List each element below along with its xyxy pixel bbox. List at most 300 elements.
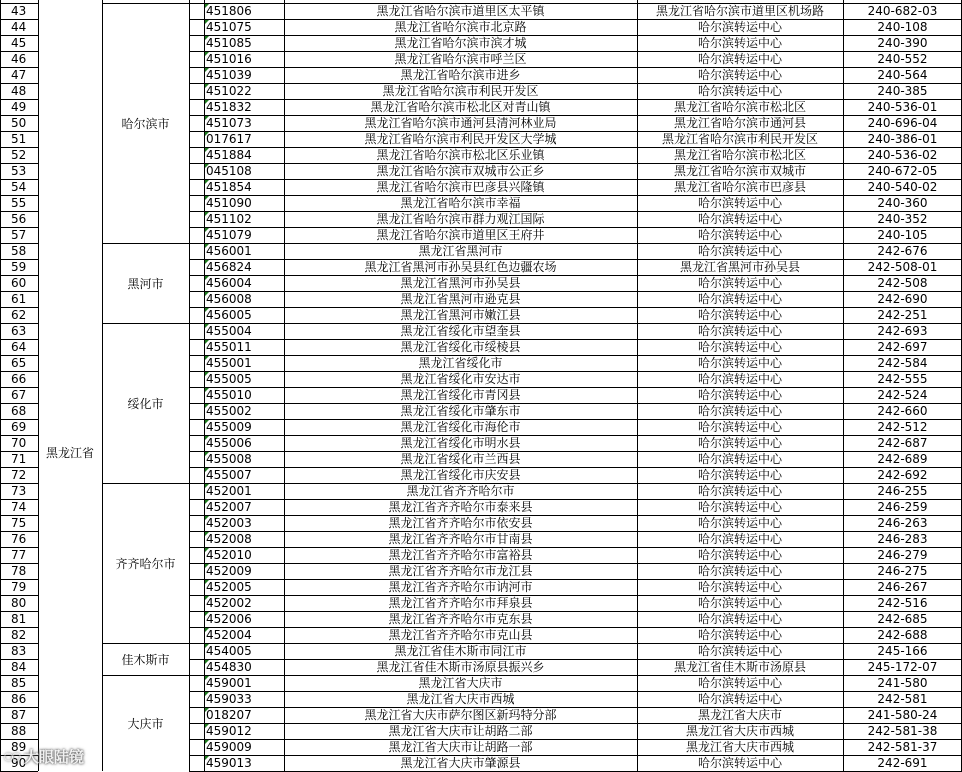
row-number[interactable]: 66 — [11, 372, 27, 386]
route-code[interactable]: 240-352 — [877, 212, 928, 226]
row-number[interactable]: 81 — [11, 612, 27, 626]
city-cell[interactable] — [102, 3, 189, 243]
destination-address[interactable]: 黑龙江省哈尔滨市松北区对青山镇 — [370, 100, 551, 114]
route-code[interactable]: 242-692 — [877, 468, 928, 482]
city-border — [102, 323, 189, 324]
row-border — [0, 339, 38, 340]
transit-center[interactable]: 哈尔滨转运中心 — [697, 564, 782, 578]
row-border — [189, 723, 962, 724]
route-code[interactable]: 241-580-24 — [867, 708, 938, 722]
transit-center[interactable]: 哈尔滨转运中心 — [697, 20, 782, 34]
transit-center[interactable]: 哈尔滨转运中心 — [697, 628, 782, 642]
transit-center[interactable]: 黑龙江省大庆市 — [697, 708, 782, 722]
transit-center[interactable]: 黑龙江省哈尔滨市通河县 — [673, 116, 806, 130]
postal-code[interactable]: 456004 — [206, 276, 252, 290]
destination-address[interactable]: 黑龙江省绥化市青冈县 — [400, 388, 521, 402]
route-code[interactable]: 240-105 — [877, 228, 928, 242]
destination-address[interactable]: 黑龙江省哈尔滨市道里区太平镇 — [376, 4, 545, 18]
postal-code[interactable]: 459033 — [206, 692, 252, 706]
destination-address[interactable]: 黑龙江省哈尔滨市通河县清河林业局 — [364, 116, 557, 130]
transit-center[interactable]: 黑龙江省黑河市孙吴县 — [679, 260, 800, 274]
row-number[interactable]: 88 — [11, 724, 27, 738]
transit-center[interactable]: 黑龙江省大庆市西城 — [685, 724, 794, 738]
row-number[interactable]: 53 — [11, 164, 27, 178]
route-code[interactable]: 240-536-02 — [867, 148, 938, 162]
destination-address[interactable]: 黑龙江省齐齐哈尔市克东县 — [388, 612, 533, 626]
row-number[interactable]: 83 — [11, 644, 27, 658]
destination-address[interactable]: 黑龙江省大庆市 — [418, 676, 503, 690]
destination-address[interactable]: 黑龙江省齐齐哈尔市依安县 — [388, 516, 533, 530]
destination-address[interactable]: 黑龙江省大庆市萨尔图区新玛特分部 — [364, 708, 557, 722]
postal-code[interactable]: 455006 — [206, 436, 252, 450]
postal-code[interactable]: 451806 — [206, 4, 252, 18]
route-code[interactable]: 242-584 — [877, 356, 928, 370]
postal-code[interactable]: 451090 — [206, 196, 252, 210]
transit-center[interactable]: 哈尔滨转运中心 — [697, 388, 782, 402]
transit-center[interactable]: 哈尔滨转运中心 — [697, 468, 782, 482]
route-code[interactable]: 240-564 — [877, 68, 928, 82]
transit-center[interactable]: 哈尔滨转运中心 — [697, 516, 782, 530]
destination-address[interactable]: 黑龙江省齐齐哈尔市富裕县 — [388, 548, 533, 562]
destination-address[interactable]: 黑龙江省齐齐哈尔市克山县 — [388, 628, 533, 642]
postal-code[interactable]: 459009 — [206, 740, 252, 754]
route-code[interactable]: 246-275 — [877, 564, 928, 578]
row-border — [189, 675, 962, 676]
route-code[interactable]: 246-283 — [877, 532, 928, 546]
destination-address[interactable]: 黑龙江省绥化市 — [418, 356, 503, 370]
transit-center[interactable]: 哈尔滨转运中心 — [697, 308, 782, 322]
postal-code[interactable]: 459001 — [206, 676, 252, 690]
transit-center[interactable]: 哈尔滨转运中心 — [697, 372, 782, 386]
row-border — [189, 99, 962, 100]
route-code[interactable]: 242-687 — [877, 436, 928, 450]
postal-code[interactable]: 456824 — [206, 260, 252, 274]
city-cell[interactable] — [102, 675, 189, 771]
transit-center[interactable]: 哈尔滨转运中心 — [697, 532, 782, 546]
destination-address[interactable]: 黑龙江省哈尔滨市北京路 — [394, 20, 527, 34]
row-number[interactable]: 64 — [11, 340, 27, 354]
postal-code[interactable]: 451085 — [206, 36, 252, 50]
transit-center[interactable]: 黑龙江省哈尔滨市巴彦县 — [673, 180, 806, 194]
row-border — [0, 451, 38, 452]
destination-address[interactable]: 黑龙江省佳木斯市汤原县振兴乡 — [376, 660, 545, 674]
destination-address[interactable]: 黑龙江省黑河市嫩江县 — [400, 308, 521, 322]
postal-code[interactable]: 455010 — [206, 388, 252, 402]
city-cell[interactable] — [102, 643, 189, 675]
row-number[interactable]: 56 — [11, 212, 27, 226]
destination-address[interactable]: 黑龙江省黑河市孙吴县 — [400, 276, 521, 290]
destination-address[interactable]: 黑龙江省哈尔滨市松北区乐业镇 — [376, 148, 545, 162]
transit-center[interactable]: 哈尔滨转运中心 — [697, 244, 782, 258]
postal-code[interactable]: 455008 — [206, 452, 252, 466]
row-number[interactable]: 60 — [11, 276, 27, 290]
route-code[interactable]: 242-581-37 — [867, 740, 938, 754]
postal-code[interactable]: 452002 — [206, 596, 252, 610]
route-code[interactable]: 240-682-03 — [867, 4, 938, 18]
transit-center[interactable]: 黑龙江省大庆市西城 — [685, 740, 794, 754]
transit-center[interactable]: 黑龙江省哈尔滨市双城市 — [673, 164, 806, 178]
row-border — [0, 355, 38, 356]
destination-address[interactable]: 黑龙江省哈尔滨市双城市公正乡 — [376, 164, 545, 178]
destination-address[interactable]: 黑龙江省齐齐哈尔市龙江县 — [388, 564, 533, 578]
row-border — [189, 179, 962, 180]
row-number[interactable]: 59 — [11, 260, 27, 274]
row-number[interactable]: 73 — [11, 484, 27, 498]
postal-code[interactable]: 455011 — [206, 340, 252, 354]
row-border — [189, 275, 962, 276]
transit-center[interactable]: 哈尔滨转运中心 — [697, 436, 782, 450]
destination-address[interactable]: 黑龙江省黑河市逊克县 — [400, 292, 521, 306]
transit-center[interactable]: 哈尔滨转运中心 — [697, 484, 782, 498]
transit-center[interactable]: 哈尔滨转运中心 — [697, 596, 782, 610]
row-number[interactable]: 50 — [11, 116, 27, 130]
row-border — [189, 515, 962, 516]
postal-code[interactable]: 459012 — [206, 724, 252, 738]
row-border — [189, 547, 962, 548]
route-code[interactable]: 240-672-05 — [867, 164, 938, 178]
destination-address[interactable]: 黑龙江省绥化市肇东市 — [400, 404, 521, 418]
destination-address[interactable]: 黑龙江省哈尔滨市幸福 — [400, 196, 521, 210]
transit-center[interactable]: 哈尔滨转运中心 — [697, 36, 782, 50]
postal-code[interactable]: 451884 — [206, 148, 252, 162]
postal-code[interactable]: 452003 — [206, 516, 252, 530]
city-border — [102, 3, 189, 4]
route-code[interactable]: 242-581-38 — [867, 724, 938, 738]
row-number[interactable]: 61 — [11, 292, 27, 306]
route-code[interactable]: 242-676 — [877, 244, 928, 258]
route-code[interactable]: 242-691 — [877, 756, 928, 770]
row-border — [0, 227, 38, 228]
transit-center[interactable]: 哈尔滨转运中心 — [697, 404, 782, 418]
transit-center[interactable]: 哈尔滨转运中心 — [697, 756, 782, 770]
row-border — [0, 147, 38, 148]
transit-center[interactable]: 哈尔滨转运中心 — [697, 292, 782, 306]
route-code[interactable]: 242-690 — [877, 292, 928, 306]
destination-address[interactable]: 黑龙江省哈尔滨市利民开发区 — [382, 84, 539, 98]
destination-address[interactable]: 黑龙江省哈尔滨市进乡 — [400, 68, 521, 82]
destination-address[interactable]: 黑龙江省绥化市兰西县 — [400, 452, 521, 466]
row-border — [189, 467, 962, 468]
transit-center[interactable]: 黑龙江省哈尔滨市松北区 — [673, 100, 806, 114]
transit-center[interactable]: 哈尔滨转运中心 — [697, 212, 782, 226]
transit-center[interactable]: 哈尔滨转运中心 — [697, 452, 782, 466]
transit-center[interactable]: 哈尔滨转运中心 — [697, 676, 782, 690]
city-cell[interactable] — [102, 243, 189, 323]
row-border — [0, 563, 38, 564]
row-border — [0, 51, 38, 52]
route-code[interactable]: 242-581 — [877, 692, 928, 706]
row-border — [0, 579, 38, 580]
transit-center[interactable]: 黑龙江省哈尔滨市道里区机场路 — [655, 4, 824, 18]
transit-center[interactable]: 哈尔滨转运中心 — [697, 84, 782, 98]
row-number[interactable]: 82 — [11, 628, 27, 642]
route-code[interactable]: 242-508 — [877, 276, 928, 290]
route-code[interactable]: 242-516 — [877, 596, 928, 610]
postal-code[interactable]: 452004 — [206, 628, 252, 642]
row-border — [0, 435, 38, 436]
postal-code[interactable]: 456001 — [206, 244, 252, 258]
row-border — [0, 35, 38, 36]
row-border — [189, 627, 962, 628]
route-code[interactable]: 242-555 — [877, 372, 928, 386]
transit-center[interactable]: 哈尔滨转运中心 — [697, 580, 782, 594]
row-number[interactable]: 51 — [11, 132, 27, 146]
route-code[interactable]: 242-660 — [877, 404, 928, 418]
route-code[interactable]: 240-385 — [877, 84, 928, 98]
postal-code[interactable]: 455004 — [206, 324, 252, 338]
row-number[interactable]: 76 — [11, 532, 27, 546]
column-border — [102, 0, 103, 771]
row-number[interactable]: 84 — [11, 660, 27, 674]
row-border — [0, 659, 38, 660]
destination-address[interactable]: 黑龙江省大庆市西城 — [406, 692, 515, 706]
postal-code[interactable]: 455005 — [206, 372, 252, 386]
destination-address[interactable]: 黑龙江省齐齐哈尔市 — [406, 484, 515, 498]
row-number[interactable]: 62 — [11, 308, 27, 322]
route-code[interactable]: 242-512 — [877, 420, 928, 434]
postal-code[interactable]: 451016 — [206, 52, 252, 66]
destination-address[interactable]: 黑龙江省绥化市望奎县 — [400, 324, 521, 338]
destination-address[interactable]: 黑龙江省齐齐哈尔市拜泉县 — [388, 596, 533, 610]
row-number[interactable]: 58 — [11, 244, 27, 258]
row-number[interactable]: 77 — [11, 548, 27, 562]
row-border — [0, 163, 38, 164]
column-border — [0, 0, 1, 771]
destination-address[interactable]: 黑龙江省齐齐哈尔市讷河市 — [388, 580, 533, 594]
row-border — [0, 691, 38, 692]
transit-center[interactable]: 哈尔滨转运中心 — [697, 356, 782, 370]
route-code[interactable]: 246-259 — [877, 500, 928, 514]
row-number[interactable]: 74 — [11, 500, 27, 514]
column-border — [38, 0, 39, 771]
row-number[interactable]: 72 — [11, 468, 27, 482]
row-border — [189, 387, 962, 388]
row-number[interactable]: 75 — [11, 516, 27, 530]
row-border — [189, 707, 962, 708]
row-number[interactable]: 46 — [11, 52, 27, 66]
route-code[interactable]: 246-279 — [877, 548, 928, 562]
row-number[interactable]: 87 — [11, 708, 27, 722]
destination-address[interactable]: 黑龙江省黑河市孙吴县红色边疆农场 — [364, 260, 557, 274]
postal-code[interactable]: 451832 — [206, 100, 252, 114]
route-code[interactable]: 242-689 — [877, 452, 928, 466]
route-code[interactable]: 240-360 — [877, 196, 928, 210]
city-border — [102, 643, 189, 644]
row-border — [0, 467, 38, 468]
postal-code[interactable]: 451102 — [206, 212, 252, 226]
row-number[interactable]: 63 — [11, 324, 27, 338]
postal-code[interactable]: 452009 — [206, 564, 252, 578]
row-border — [189, 307, 962, 308]
column-border — [637, 0, 638, 771]
destination-address[interactable]: 黑龙江省哈尔滨市呼兰区 — [394, 52, 527, 66]
postal-code[interactable]: 451075 — [206, 20, 252, 34]
route-code[interactable]: 245-166 — [877, 644, 928, 658]
row-number[interactable]: 55 — [11, 196, 27, 210]
transit-center[interactable]: 哈尔滨转运中心 — [697, 276, 782, 290]
postal-code[interactable]: 455007 — [206, 468, 252, 482]
transit-center[interactable]: 黑龙江省哈尔滨市利民开发区 — [661, 132, 818, 146]
destination-address[interactable]: 黑龙江省哈尔滨市群力观江国际 — [376, 212, 545, 226]
row-border — [189, 339, 962, 340]
postal-code[interactable]: 454830 — [206, 660, 252, 674]
route-code[interactable]: 242-688 — [877, 628, 928, 642]
transit-center[interactable]: 黑龙江省哈尔滨市松北区 — [673, 148, 806, 162]
row-border — [189, 211, 962, 212]
postal-code[interactable]: 451073 — [206, 116, 252, 130]
row-number[interactable]: 47 — [11, 68, 27, 82]
city-cell[interactable] — [102, 483, 189, 643]
row-border — [189, 323, 962, 324]
row-border — [0, 547, 38, 548]
row-border — [189, 451, 962, 452]
route-code[interactable]: 242-693 — [877, 324, 928, 338]
transit-center[interactable]: 哈尔滨转运中心 — [697, 324, 782, 338]
transit-center[interactable]: 哈尔滨转运中心 — [697, 420, 782, 434]
postal-code[interactable]: 452008 — [206, 532, 252, 546]
postal-code[interactable]: 452005 — [206, 580, 252, 594]
row-number[interactable]: 79 — [11, 580, 27, 594]
transit-center[interactable]: 哈尔滨转运中心 — [697, 340, 782, 354]
row-number[interactable]: 69 — [11, 420, 27, 434]
row-number[interactable]: 45 — [11, 36, 27, 50]
row-number[interactable]: 89 — [11, 740, 27, 754]
transit-center[interactable]: 哈尔滨转运中心 — [697, 644, 782, 658]
postal-code[interactable]: 452010 — [206, 548, 252, 562]
column-border — [284, 0, 285, 771]
postal-code[interactable]: 451039 — [206, 68, 252, 82]
row-number[interactable]: 49 — [11, 100, 27, 114]
route-code[interactable]: 246-267 — [877, 580, 928, 594]
transit-center[interactable]: 哈尔滨转运中心 — [697, 612, 782, 626]
transit-center[interactable]: 黑龙江省佳木斯市汤原县 — [673, 660, 806, 674]
destination-address[interactable]: 黑龙江省绥化市绥棱县 — [400, 340, 521, 354]
destination-address[interactable]: 黑龙江省齐齐哈尔市泰来县 — [388, 500, 533, 514]
row-number[interactable]: 80 — [11, 596, 27, 610]
postal-code[interactable]: 455001 — [206, 356, 252, 370]
row-number[interactable]: 44 — [11, 20, 27, 34]
destination-address[interactable]: 黑龙江省佳木斯市同江市 — [394, 644, 527, 658]
postal-code[interactable]: 045108 — [206, 164, 252, 178]
city-label: 绥化市 — [127, 396, 164, 411]
postal-code[interactable]: 451854 — [206, 180, 252, 194]
route-code[interactable]: 242-697 — [877, 340, 928, 354]
row-border — [0, 387, 38, 388]
row-number[interactable]: 54 — [11, 180, 27, 194]
row-number[interactable]: 70 — [11, 436, 27, 450]
route-code[interactable]: 241-580 — [877, 676, 928, 690]
row-number[interactable]: 67 — [11, 388, 27, 402]
row-border — [189, 483, 962, 484]
transit-center[interactable]: 哈尔滨转运中心 — [697, 500, 782, 514]
postal-code[interactable]: 451079 — [206, 228, 252, 242]
route-code[interactable]: 246-263 — [877, 516, 928, 530]
row-border — [0, 323, 38, 324]
destination-address[interactable]: 黑龙江省绥化市安达市 — [400, 372, 521, 386]
route-code[interactable]: 242-524 — [877, 388, 928, 402]
destination-address[interactable]: 黑龙江省哈尔滨市利民开发区大学城 — [364, 132, 557, 146]
destination-address[interactable]: 黑龙江省黑河市 — [418, 244, 503, 258]
route-code[interactable]: 240-696-04 — [867, 116, 938, 130]
destination-address[interactable]: 黑龙江省大庆市让胡路一部 — [388, 740, 533, 754]
postal-code[interactable]: 455009 — [206, 420, 252, 434]
transit-center[interactable]: 哈尔滨转运中心 — [697, 68, 782, 82]
route-code[interactable]: 240-540-02 — [867, 180, 938, 194]
route-code[interactable]: 242-685 — [877, 612, 928, 626]
postal-code[interactable]: 455002 — [206, 404, 252, 418]
transit-center[interactable]: 哈尔滨转运中心 — [697, 692, 782, 706]
route-code[interactable]: 240-390 — [877, 36, 928, 50]
row-border — [0, 723, 38, 724]
destination-address[interactable]: 黑龙江省大庆市肇源县 — [400, 756, 521, 770]
row-number[interactable]: 86 — [11, 692, 27, 706]
postal-code[interactable]: 454005 — [206, 644, 252, 658]
destination-address[interactable]: 黑龙江省哈尔滨市巴彦县兴隆镇 — [376, 180, 545, 194]
row-border — [189, 659, 962, 660]
destination-address[interactable]: 黑龙江省绥化市海伦市 — [400, 420, 521, 434]
row-border — [189, 243, 962, 244]
route-code[interactable]: 246-255 — [877, 484, 928, 498]
row-border — [0, 195, 38, 196]
postal-code[interactable]: 456005 — [206, 308, 252, 322]
row-number[interactable]: 90 — [11, 756, 27, 770]
destination-address[interactable]: 黑龙江省哈尔滨市滨才城 — [394, 36, 527, 50]
row-number[interactable]: 78 — [11, 564, 27, 578]
postal-code[interactable]: 017617 — [206, 132, 252, 146]
destination-address[interactable]: 黑龙江省绥化市明水县 — [400, 436, 521, 450]
transit-center[interactable]: 哈尔滨转运中心 — [697, 228, 782, 242]
transit-center[interactable]: 哈尔滨转运中心 — [697, 52, 782, 66]
row-number[interactable]: 57 — [11, 228, 27, 242]
route-code[interactable]: 240-552 — [877, 52, 928, 66]
transit-center[interactable]: 哈尔滨转运中心 — [697, 196, 782, 210]
row-number[interactable]: 85 — [11, 676, 27, 690]
transit-center[interactable]: 哈尔滨转运中心 — [697, 548, 782, 562]
row-border — [0, 307, 38, 308]
row-number[interactable]: 43 — [11, 4, 27, 18]
route-code[interactable]: 245-172-07 — [867, 660, 938, 674]
destination-address[interactable]: 黑龙江省大庆市让胡路二部 — [388, 724, 533, 738]
postal-code[interactable]: 018207 — [206, 708, 252, 722]
postal-code[interactable]: 452001 — [206, 484, 252, 498]
row-number[interactable]: 65 — [11, 356, 27, 370]
city-cell[interactable] — [102, 323, 189, 483]
destination-address[interactable]: 黑龙江省齐齐哈尔市甘南县 — [388, 532, 533, 546]
route-code[interactable]: 240-536-01 — [867, 100, 938, 114]
route-code[interactable]: 240-386-01 — [867, 132, 938, 146]
row-number[interactable]: 52 — [11, 148, 27, 162]
postal-code[interactable]: 452006 — [206, 612, 252, 626]
route-code[interactable]: 242-508-01 — [867, 260, 938, 274]
row-border — [189, 499, 962, 500]
row-border — [0, 179, 38, 180]
row-border — [189, 131, 962, 132]
route-code[interactable]: 240-108 — [877, 20, 928, 34]
postal-code[interactable]: 459013 — [206, 756, 252, 770]
postal-code[interactable]: 452007 — [206, 500, 252, 514]
destination-address[interactable]: 黑龙江省哈尔滨市道里区王府井 — [376, 228, 545, 242]
city-label: 佳木斯市 — [121, 652, 170, 667]
row-number[interactable]: 48 — [11, 84, 27, 98]
row-number[interactable]: 68 — [11, 404, 27, 418]
route-code[interactable]: 242-251 — [877, 308, 928, 322]
postal-code[interactable]: 451022 — [206, 84, 252, 98]
row-border — [0, 131, 38, 132]
postal-code[interactable]: 456008 — [206, 292, 252, 306]
destination-address[interactable]: 黑龙江省绥化市庆安县 — [400, 468, 521, 482]
province-cell[interactable] — [38, 314, 102, 590]
row-number[interactable]: 71 — [11, 452, 27, 466]
